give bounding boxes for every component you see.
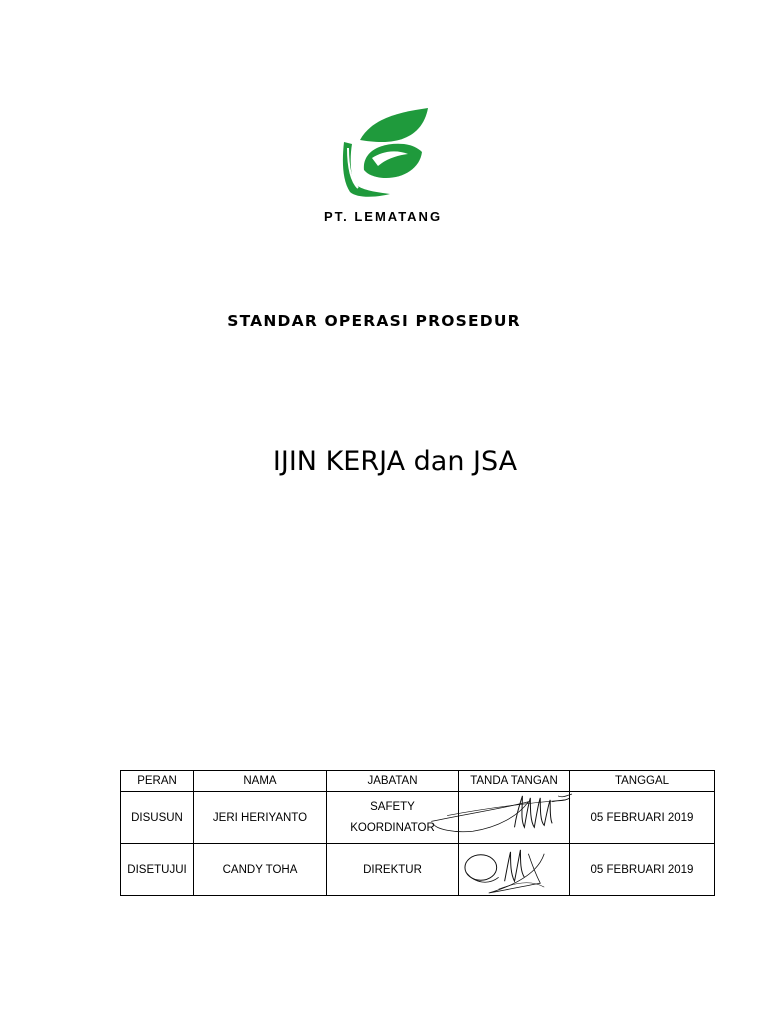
cell-jabatan: DIREKTUR xyxy=(327,844,459,896)
signature-cell xyxy=(459,844,570,896)
column-header-tanggal: TANGGAL xyxy=(570,771,715,792)
column-header-nama: NAMA xyxy=(194,771,327,792)
column-header-peran: PERAN xyxy=(121,771,194,792)
cell-nama: JERI HERIYANTO xyxy=(194,792,327,844)
cell-jabatan xyxy=(327,792,459,844)
signature-2-icon xyxy=(459,844,569,895)
jabatan-line: SAFETY xyxy=(370,800,415,813)
approval-table xyxy=(120,770,715,896)
cell-tanggal: 05 FEBRUARI 2019 xyxy=(570,792,715,844)
cell-peran: DISUSUN xyxy=(121,792,194,844)
document-category: STANDAR OPERASI PROSEDUR xyxy=(227,312,521,330)
column-header-jabatan: JABATAN xyxy=(327,771,459,792)
company-name: PT. LEMATANG xyxy=(323,209,443,224)
table-row xyxy=(121,844,715,896)
document-title: IJIN KERJA dan JSA xyxy=(272,446,518,477)
table-row xyxy=(121,792,715,844)
cell-peran: DISETUJUI xyxy=(121,844,194,896)
signature-1-icon xyxy=(459,792,569,843)
cell-nama: CANDY TOHA xyxy=(194,844,327,896)
green-leaf-logo-icon xyxy=(338,108,430,200)
jabatan-line: KOORDINATOR xyxy=(350,821,435,834)
signature-cell xyxy=(459,792,570,844)
cell-tanggal: 05 FEBRUARI 2019 xyxy=(570,844,715,896)
column-header-tanda-tangan: TANDA TANGAN xyxy=(459,771,570,792)
table-header-row xyxy=(121,771,715,792)
